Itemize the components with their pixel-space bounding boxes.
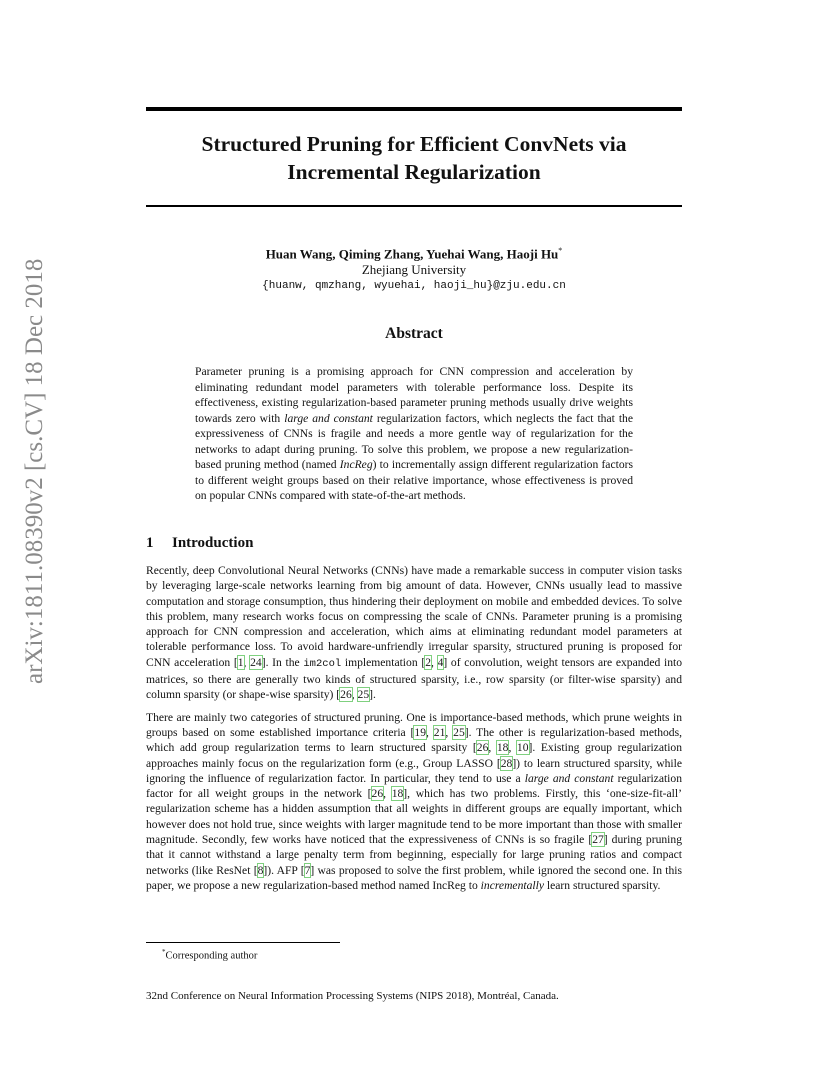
citation-link[interactable]: 4	[437, 655, 444, 669]
author-block	[146, 243, 682, 294]
paper-title	[146, 130, 682, 186]
title-top-rule	[146, 107, 682, 111]
footnote-rule	[146, 942, 340, 943]
paragraph-1: Recently, deep Convolutional Neural Networks (CNNs) have made a remarkable success in computer vision tasks by leveraging large-scale networks learning from big amount of data. However, CNNs usually lead to massive computation and storage consumption, thus hindering their deployment on mobile and embedded devices. To solve this problem, many research works focus on compressing the scale of CNNs. Parameter pruning is a promising approach for CNN compression and acceleration, which aims at eliminating redundant model parameters at tolerable performance loss. To avoid hardware-unfriendly irregular sparsity, structured pruning is proposed for CNN acceleration [1, 24]. In the im2col implementation [2, 4] of convolution, weight tensors are expanded into matrices, so there are generally two kinds of structured sparsity, i.e., row sparsity (or filter-wise sparsity) and column sparsity (or shape-wise sparsity) [26, 25].	[146, 564, 683, 702]
abstract-emphasis-increg: IncReg	[339, 458, 373, 471]
citation-link[interactable]: 7	[304, 863, 311, 877]
citation-link[interactable]: 25	[357, 688, 370, 702]
title-line-1: Structured Pruning for Efficient ConvNets via	[201, 132, 627, 156]
conference-footer: 32nd Conference on Neural Information Processing Systems (NIPS 2018), Montréal, Canada.	[146, 990, 559, 1002]
author-emails: {huanw, qmzhang, wyuehai, haoji_hu}@zju.edu.cn	[262, 280, 566, 293]
author-list: Huan Wang, Qiming Zhang, Yuehai Wang, Haoji Hu	[265, 246, 559, 262]
citation-link[interactable]: 2	[425, 655, 431, 669]
abstract-heading: Abstract	[385, 325, 443, 342]
citation-link[interactable]: 26	[371, 787, 384, 801]
paragraph-2: There are mainly two categories of structured pruning. One is importance-based methods, which prune weights in groups based on some established importance criteria [19, 21, 25]. The other is regularization-based methods, which add group regularization terms to learn structured sparsity [26, 18, 10]. Existing group regularization approaches mainly focus on the regularization form (e.g., Group LASSO [28]) to learn structured sparsity, while ignoring the influence of regularization factor. In particular, they tend to use a large and constant regularization factor for all weight groups in the network [26, 18], which has two problems. Firstly, this ‘one-size-fit-all’ regularization scheme has a hidden assumption that all weights in different groups are equally important, which however does not hold true, since weights with larger magnitude tend to be more important than those with smaller magnitude. Secondly, few works have noticed that the expressiveness of CNNs is so fragile [27] during pruning that it cannot withstand a large penalty term from beginning, especially for large pruning ratios and compact networks (like ResNet [8]). AFP [7] was proposed to solve the first problem, while ignored the second one. In this paper, we propose a new regularization-based method named IncReg to incrementally learn structured sparsity.	[146, 710, 683, 892]
abstract-emphasis: large and constant	[284, 411, 373, 425]
affiliation: Zhejiang University	[361, 262, 467, 278]
arxiv-identifier: arXiv:1811.08390v2 [cs.CV] 18 Dec 2018	[21, 258, 48, 684]
citation-link[interactable]: 1	[237, 655, 244, 669]
author-names	[146, 243, 682, 262]
citation-link[interactable]: 21	[433, 725, 446, 739]
title-bottom-rule	[146, 205, 682, 207]
introduction-body	[146, 563, 682, 900]
corresponding-mark: *	[558, 246, 563, 255]
citation-link[interactable]: 8	[257, 863, 264, 877]
citation-link[interactable]: 19	[414, 725, 427, 739]
section-number: 1	[146, 535, 154, 551]
citation-link[interactable]: 18	[391, 787, 404, 801]
body-emphasis: large and constant	[524, 771, 614, 785]
title-line-2: Incremental Regularization	[287, 160, 541, 184]
citation-link[interactable]: 27	[592, 833, 604, 847]
citation-link[interactable]: 28	[500, 756, 513, 770]
section-title: Introduction	[172, 535, 254, 551]
footnote-mark: *	[162, 948, 166, 956]
citation-link[interactable]: 24	[250, 655, 262, 669]
inline-code: im2col	[303, 657, 342, 670]
citation-link[interactable]: 26	[340, 688, 352, 702]
body-emphasis-incrementally: incrementally	[480, 878, 544, 892]
citation-link[interactable]: 10	[516, 741, 529, 755]
citation-link[interactable]: 18	[496, 741, 509, 755]
citation-link[interactable]: 26	[476, 741, 489, 755]
section-heading	[146, 535, 253, 552]
footnote	[162, 946, 257, 963]
abstract-text: Parameter pruning is a promising approach for CNN compression and acceleration by eliminating redundant model parameters with tolerable performance loss. Despite its effectiveness, existing regularization-based parameter pruning methods usually drive weights towards zero with large and constant regularization factors, which neglects the fact that the expressiveness of CNNs is fragile and needs a more gentle way of regularization for the networks to adapt during pruning. To solve this problem, we propose a new regularization-based pruning method (named IncReg) to incrementally assign different regularization factors to different weight groups based on their relative importance, whose effectiveness is proved on popular CNNs compared with state-of-the-art methods.	[195, 365, 633, 502]
footnote-text: Corresponding author	[165, 950, 258, 962]
citation-link[interactable]: 25	[453, 725, 465, 739]
